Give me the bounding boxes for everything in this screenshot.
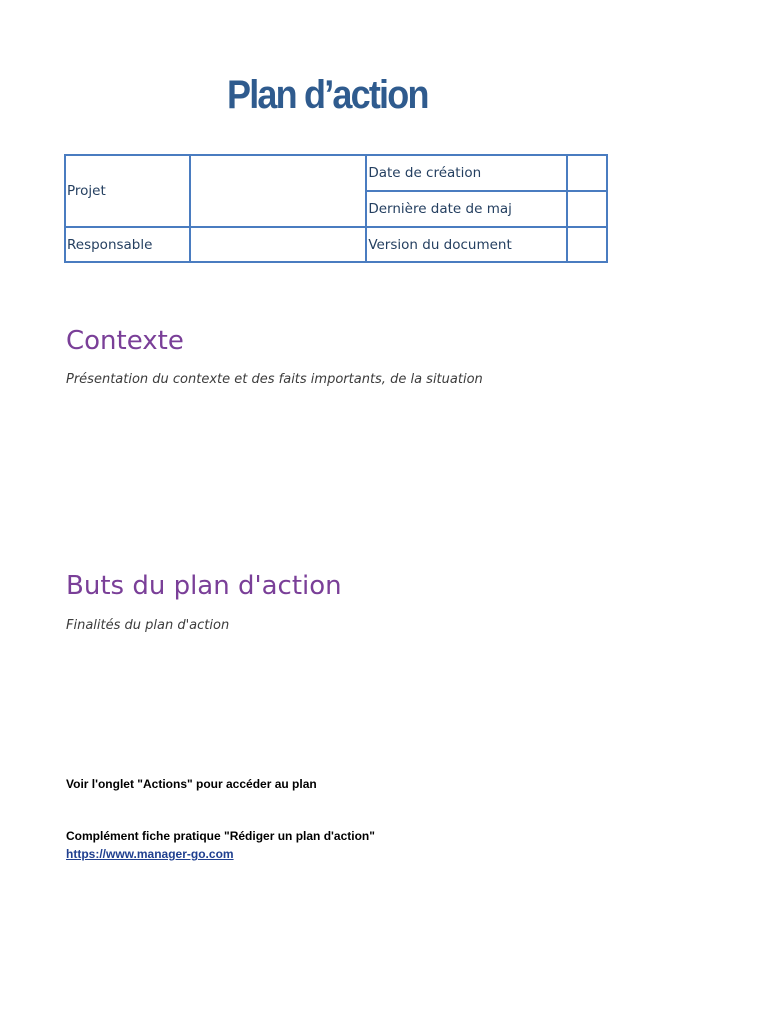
contexte-heading: Contexte [66, 326, 184, 356]
actions-tab-note: Voir l'onglet "Actions" pour accéder au plan [66, 777, 317, 791]
date-creation-value-cell[interactable] [567, 155, 607, 191]
manager-go-link[interactable]: https://www.manager-go.com [66, 847, 234, 861]
derniere-maj-value-cell[interactable] [567, 191, 607, 227]
buts-heading: Buts du plan d'action [66, 571, 342, 601]
table-row [65, 155, 607, 191]
date-creation-label: Date de création [366, 155, 566, 191]
project-info-table [64, 154, 608, 263]
derniere-maj-label: Dernière date de maj [366, 191, 566, 227]
table-row [65, 227, 607, 262]
complement-note: Complément fiche pratique "Rédiger un plan d'action" [66, 829, 375, 843]
projet-label: Projet [65, 155, 190, 227]
responsable-value-cell[interactable] [190, 227, 366, 262]
version-label: Version du document [366, 227, 566, 262]
contexte-description: Présentation du contexte et des faits importants, de la situation [66, 372, 483, 387]
projet-value-cell[interactable] [190, 155, 366, 227]
buts-description: Finalités du plan d'action [66, 618, 230, 633]
page-title: Plan d’action [227, 73, 428, 117]
responsable-label: Responsable [65, 227, 190, 262]
version-value-cell[interactable] [567, 227, 607, 262]
